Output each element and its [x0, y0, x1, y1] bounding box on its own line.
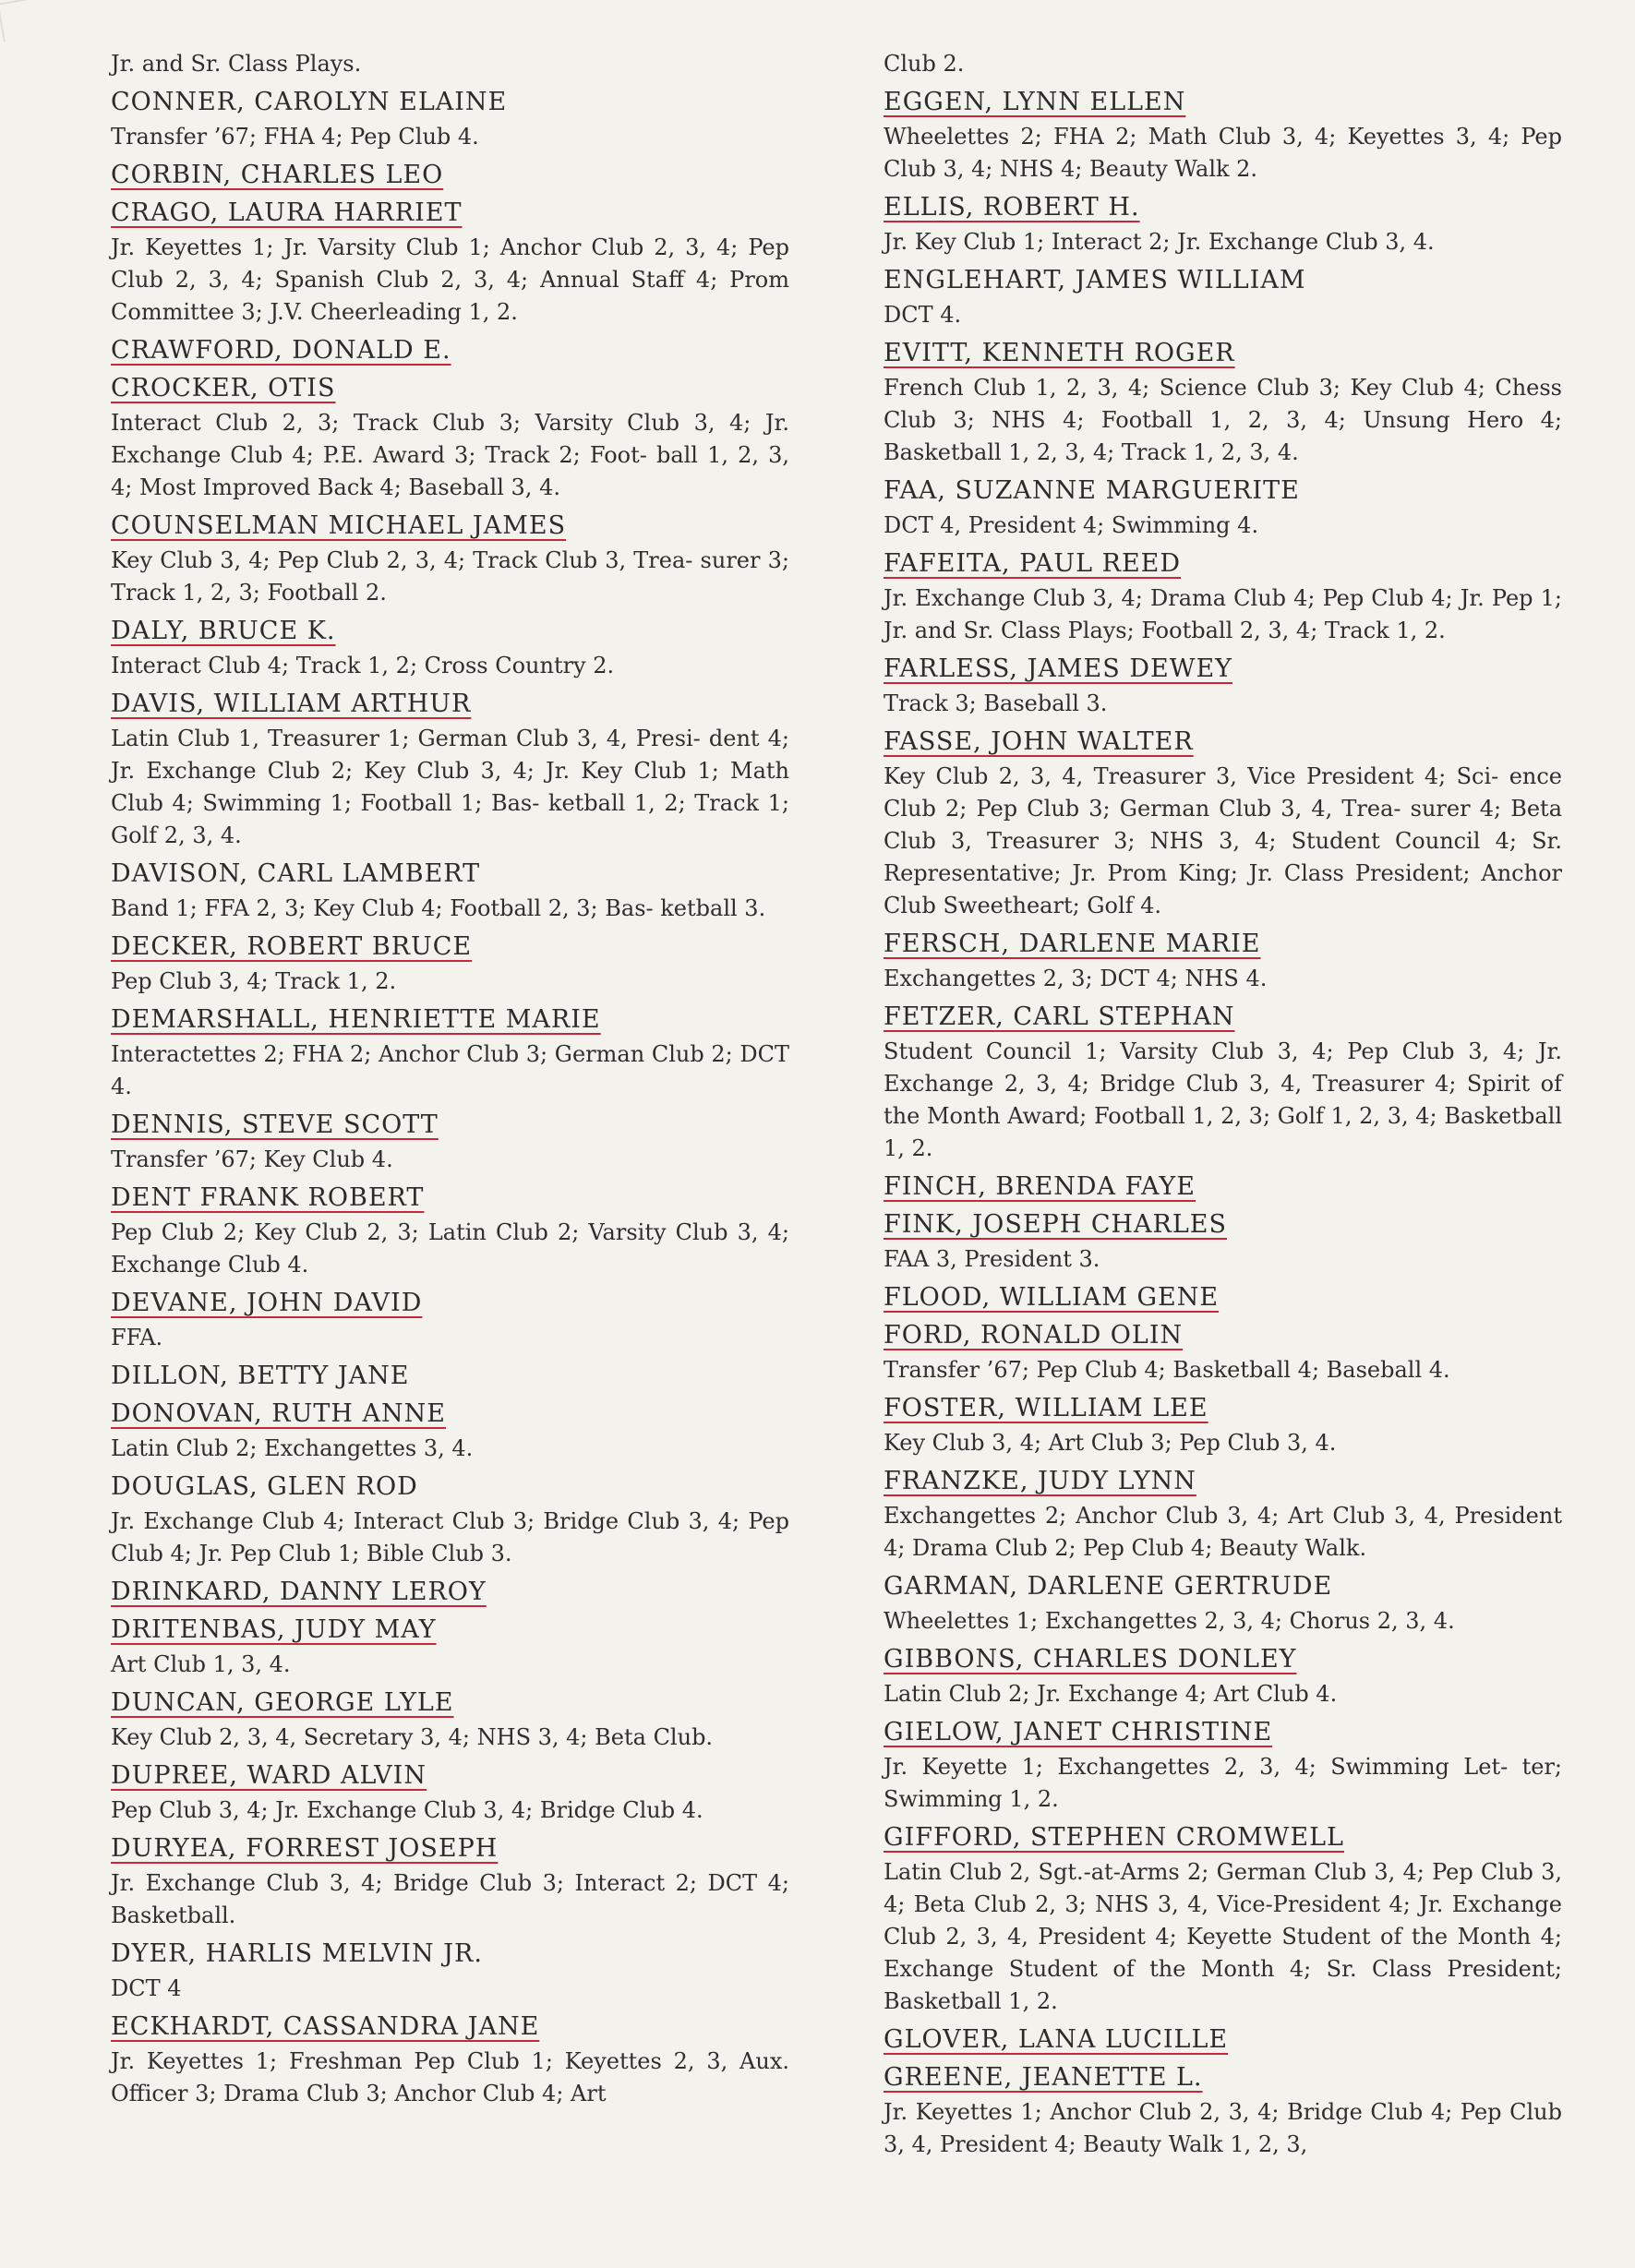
- senior-entry: [884, 926, 1562, 995]
- senior-activities: Wheelettes 2; FHA 2; Math Club 3, 4; Keyettes 3, 4; Pep Club 3, 4; NHS 4; Beauty Walk 2.: [884, 124, 1562, 182]
- senior-entry: [111, 1358, 789, 1395]
- senior-activities: Key Club 2, 3, 4, Secretary 3, 4; NHS 3, 4; Beta Club.: [111, 1724, 714, 1750]
- senior-name: FASSE, JOHN WALTER: [884, 727, 1194, 756]
- senior-entry: [884, 1463, 1562, 1565]
- senior-activities: Track 3; Baseball 3.: [884, 690, 1108, 716]
- senior-entry: [884, 999, 1562, 1165]
- senior-name: FETZER, CARL STEPHAN: [884, 1002, 1235, 1031]
- senior-entry: [884, 473, 1562, 542]
- senior-name: GIELOW, JANET CHRISTINE: [884, 1718, 1273, 1746]
- senior-entry: [884, 1390, 1562, 1459]
- senior-activities: Club 2.: [884, 51, 965, 77]
- senior-entry: [111, 508, 789, 609]
- senior-activities: Jr. Key Club 1; Interact 2; Jr. Exchange Club 3, 4.: [884, 229, 1435, 255]
- senior-activities: Jr. Keyette 1; Exchangettes 2, 3, 4; Swimming Let- ter; Swimming 1, 2.: [884, 1754, 1562, 1812]
- senior-name: GIBBONS, CHARLES DONLEY: [884, 1645, 1297, 1674]
- senior-name: DUNCAN, GEORGE LYLE: [111, 1688, 454, 1717]
- senior-name: COUNSELMAN MICHAEL JAMES: [111, 511, 567, 540]
- senior-activities: Jr. Exchange Club 4; Interact Club 3; Bridge Club 3, 4; Pep Club 4; Jr. Pep Club 1; Bible Club 3.: [111, 1508, 789, 1566]
- senior-name: DRINKARD, DANNY LEROY: [111, 1578, 487, 1606]
- senior-entry: [111, 2009, 789, 2110]
- senior-name: DENT FRANK ROBERT: [111, 1183, 425, 1212]
- senior-name: GLOVER, LANA LUCILLE: [884, 2025, 1229, 2054]
- senior-activities: Latin Club 2; Exchangettes 3, 4.: [111, 1435, 474, 1461]
- senior-name: CROCKER, OTIS: [111, 374, 336, 402]
- senior-activities: Pep Club 3, 4; Track 1, 2.: [111, 968, 397, 994]
- senior-activities: Transfer ’67; Key Club 4.: [111, 1146, 393, 1172]
- senior-entry: [884, 48, 1562, 80]
- senior-activities: Pep Club 2; Key Club 2, 3; Latin Club 2; Varsity Club 3, 4; Exchange Club 4.: [111, 1219, 789, 1278]
- senior-name: GREENE, JEANETTE L.: [884, 2063, 1203, 2092]
- senior-activities: Jr. Keyettes 1; Freshman Pep Club 1; Keyettes 2, 3, Aux. Officer 3; Drama Club 3; Anchor Club 4; Art: [111, 2048, 789, 2106]
- senior-activities: Key Club 3, 4; Art Club 3; Pep Club 3, 4.: [884, 1430, 1337, 1456]
- senior-activities: Exchangettes 2; Anchor Club 3, 4; Art Club 3, 4, President 4; Drama Club 2; Pep Club 4; Beauty Walk.: [884, 1503, 1562, 1561]
- senior-name: DOUGLAS, GLEN ROD: [111, 1472, 418, 1501]
- page-corner-fold: [0, 0, 42, 42]
- senior-entry: [111, 195, 789, 329]
- senior-entry: [884, 1317, 1562, 1386]
- senior-name: FAFEITA, PAUL REED: [884, 549, 1182, 578]
- senior-activities: Exchangettes 2, 3; DCT 4; NHS 4.: [884, 966, 1268, 991]
- senior-entry: [111, 1830, 789, 1932]
- senior-name: DILLON, BETTY JANE: [111, 1362, 410, 1390]
- senior-name: CORBIN, CHARLES LEO: [111, 161, 444, 189]
- senior-activities: Band 1; FFA 2, 3; Key Club 4; Football 2, 3; Bas- ketball 3.: [111, 895, 766, 921]
- senior-entry: [111, 48, 789, 80]
- senior-name: FERSCH, DARLENE MARIE: [884, 930, 1261, 958]
- senior-entry: [884, 335, 1562, 469]
- senior-entry: [111, 929, 789, 998]
- senior-name: DEMARSHALL, HENRIETTE MARIE: [111, 1005, 601, 1034]
- senior-entry: [884, 84, 1562, 186]
- senior-entry: [111, 1612, 789, 1681]
- senior-entry: [884, 724, 1562, 922]
- senior-activities: Jr. Keyettes 1; Jr. Varsity Club 1; Anchor Club 2, 3, 4; Pep Club 2, 3, 4; Spanish Club 2, 3, 4; Annual Staff 4; Prom Committee 3; J.V. Cheerleading 1, 2.: [111, 234, 789, 325]
- senior-entry: [111, 613, 789, 682]
- senior-name: FARLESS, JAMES DEWEY: [884, 654, 1232, 683]
- senior-entry: [111, 1469, 789, 1570]
- senior-entry: [111, 1396, 789, 1465]
- senior-name: CRAWFORD, DONALD E.: [111, 336, 451, 365]
- senior-activities: Jr. Exchange Club 3, 4; Bridge Club 3; Interact 2; DCT 4; Basketball.: [111, 1870, 789, 1928]
- senior-entry: [111, 1107, 789, 1176]
- senior-activities: Transfer ’67; Pep Club 4; Basketball 4; Baseball 4.: [884, 1357, 1450, 1383]
- senior-name: ENGLEHART, JAMES WILLIAM: [884, 266, 1306, 294]
- senior-activities: Key Club 2, 3, 4, Treasurer 3, Vice President 4; Sci- ence Club 2; Pep Club 3; German Club 3, 4, Trea- surer 4; Beta Club 3, Treasurer 3; NHS 3, 4; Student Council 4; Sr. Representative; Jr. Prom King; Jr. Class President; Anchor Club Sweetheart; Golf 4.: [884, 763, 1562, 918]
- senior-name: FINCH, BRENDA FAYE: [884, 1172, 1196, 1201]
- senior-name: CONNER, CAROLYN ELAINE: [111, 88, 508, 116]
- senior-name: FRANZKE, JUDY LYNN: [884, 1467, 1196, 1495]
- senior-name: CRAGO, LAURA HARRIET: [111, 198, 463, 227]
- senior-name: ELLIS, ROBERT H.: [884, 193, 1140, 222]
- senior-name: DYER, HARLIS MELVIN JR.: [111, 1939, 483, 1968]
- senior-activities: Jr. Exchange Club 3, 4; Drama Club 4; Pep Club 4; Jr. Pep 1; Jr. and Sr. Class Plays; Football 2, 3, 4; Track 1, 2.: [884, 585, 1562, 643]
- senior-activities: Interact Club 4; Track 1, 2; Cross Country 2.: [111, 653, 615, 678]
- senior-activities: Art Club 1, 3, 4.: [111, 1651, 291, 1677]
- senior-name: ECKHARDT, CASSANDRA JANE: [111, 2012, 540, 2041]
- senior-name: FLOOD, WILLIAM GENE: [884, 1283, 1220, 1312]
- senior-activities: FAA 3, President 3.: [884, 1246, 1100, 1272]
- senior-name: DEVANE, JOHN DAVID: [111, 1289, 423, 1317]
- senior-activities: Interactettes 2; FHA 2; Anchor Club 3; German Club 2; DCT 4.: [111, 1041, 789, 1099]
- senior-entry: [884, 189, 1562, 258]
- senior-activities: Jr. Keyettes 1; Anchor Club 2, 3, 4; Bridge Club 4; Pep Club 3, 4, President 4; Beauty Walk 1, 2, 3,: [884, 2099, 1562, 2157]
- senior-activities: Pep Club 3, 4; Jr. Exchange Club 3, 4; Bridge Club 4.: [111, 1797, 703, 1823]
- senior-entry: [884, 546, 1562, 647]
- senior-name: EGGEN, LYNN ELLEN: [884, 88, 1186, 116]
- senior-entry: [884, 1568, 1562, 1638]
- senior-activities: Interact Club 2, 3; Track Club 3; Varsity Club 3, 4; Jr. Exchange Club 4; P.E. Award 3; Track 2; Foot- ball 1, 2, 3, 4; Most Improved Back 4; Baseball 3, 4.: [111, 410, 789, 500]
- senior-name: DONOVAN, RUTH ANNE: [111, 1399, 446, 1428]
- senior-activities: Latin Club 2; Jr. Exchange 4; Art Club 4.: [884, 1681, 1338, 1707]
- senior-name: DECKER, ROBERT BRUCE: [111, 932, 473, 961]
- senior-entry: [884, 1279, 1562, 1316]
- right-column: [884, 48, 1562, 2165]
- senior-entry: [884, 1169, 1562, 1206]
- senior-entry: [111, 1180, 789, 1281]
- senior-activities: Latin Club 1, Treasurer 1; German Club 3, 4, Presi- dent 4; Jr. Exchange Club 2; Key Club 3, 4; Jr. Key Club 1; Math Club 4; Swimming 1; Football 1; Bas- ketball 1, 2; Track 1; Golf 2, 3, 4.: [111, 726, 789, 848]
- senior-name: FOSTER, WILLIAM LEE: [884, 1394, 1208, 1422]
- senior-activities: Wheelettes 1; Exchangettes 2, 3, 4; Chorus 2, 3, 4.: [884, 1608, 1455, 1634]
- senior-activities: DCT 4: [111, 1975, 182, 2001]
- senior-entry: [111, 1002, 789, 1103]
- senior-entry: [111, 1685, 789, 1754]
- senior-name: GARMAN, DARLENE GERTRUDE: [884, 1572, 1333, 1601]
- senior-entry: [884, 262, 1562, 331]
- senior-entry: [884, 2022, 1562, 2058]
- senior-entry: [884, 2059, 1562, 2161]
- senior-entry: [884, 1714, 1562, 1816]
- senior-entry: [111, 370, 789, 504]
- senior-activities: Student Council 1; Varsity Club 3, 4; Pep Club 3, 4; Jr. Exchange 2, 3, 4; Bridge Club 3, 4, Treasurer 4; Spirit of the Month Award; Football 1, 2, 3; Golf 1, 2, 3, 4; Basketball 1, 2.: [884, 1038, 1562, 1161]
- senior-entry: [884, 1819, 1562, 2018]
- senior-entry: [111, 332, 789, 369]
- senior-entry: [111, 157, 789, 194]
- senior-activities: Latin Club 2, Sgt.-at-Arms 2; German Club 3, 4; Pep Club 3, 4; Beta Club 2, 3; NHS 3, 4, Vice-President 4; Jr. Exchange Club 2, 3, 4, President 4; Keyette Student of the Month 4; Exchange Student of the Month 4; Sr. Class President; Basketball 1, 2.: [884, 1859, 1562, 2014]
- senior-name: DRITENBAS, JUDY MAY: [111, 1615, 437, 1644]
- senior-activities: FFA.: [111, 1325, 163, 1350]
- senior-activities: DCT 4.: [884, 302, 962, 328]
- senior-name: DURYEA, FORREST JOSEPH: [111, 1834, 499, 1863]
- senior-name: DALY, BRUCE K.: [111, 617, 336, 645]
- senior-entry: [884, 1206, 1562, 1276]
- senior-name: DENNIS, STEVE SCOTT: [111, 1110, 439, 1139]
- senior-activities: French Club 1, 2, 3, 4; Science Club 3; Key Club 4; Chess Club 3; NHS 4; Football 1, 2, 3, 4; Unsung Hero 4; Basketball 1, 2, 3, 4; Track 1, 2, 3, 4.: [884, 375, 1562, 465]
- senior-entry: [884, 1641, 1562, 1710]
- senior-entry: [111, 1574, 789, 1611]
- senior-entry: [884, 651, 1562, 720]
- senior-entry: [111, 686, 789, 852]
- senior-name: DAVIS, WILLIAM ARTHUR: [111, 690, 472, 718]
- senior-name: DUPREE, WARD ALVIN: [111, 1761, 427, 1790]
- senior-entry: [111, 1936, 789, 2005]
- senior-activities: Key Club 3, 4; Pep Club 2, 3, 4; Track Club 3, Trea- surer 3; Track 1, 2, 3; Football 2.: [111, 547, 789, 606]
- senior-name: FAA, SUZANNE MARGUERITE: [884, 476, 1300, 505]
- senior-entry: [111, 856, 789, 925]
- senior-activities: Transfer ’67; FHA 4; Pep Club 4.: [111, 124, 479, 150]
- senior-entry: [111, 1285, 789, 1354]
- senior-name: FORD, RONALD OLIN: [884, 1321, 1184, 1350]
- senior-activities: DCT 4, President 4; Swimming 4.: [884, 512, 1259, 538]
- senior-name: DAVISON, CARL LAMBERT: [111, 859, 481, 888]
- senior-entry: [111, 1758, 789, 1827]
- senior-activities: Jr. and Sr. Class Plays.: [111, 51, 362, 77]
- senior-name: GIFFORD, STEPHEN CROMWELL: [884, 1823, 1344, 1852]
- senior-name: FINK, JOSEPH CHARLES: [884, 1210, 1227, 1239]
- senior-name: EVITT, KENNETH ROGER: [884, 339, 1235, 367]
- left-column: [111, 48, 789, 2114]
- senior-entry: [111, 84, 789, 153]
